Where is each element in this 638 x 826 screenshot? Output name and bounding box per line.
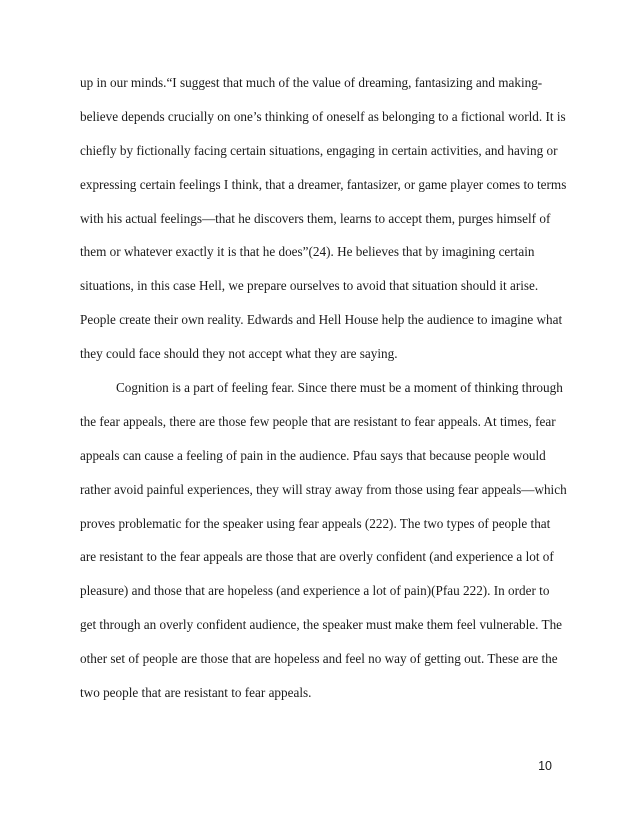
text-line: they could face should they not accept what they are saying. bbox=[80, 346, 398, 362]
text-line: are resistant to the fear appeals are those that are overly confident (and experience a lot of bbox=[80, 549, 554, 565]
page-number: 10 bbox=[538, 759, 552, 773]
text-line: them or whatever exactly it is that he does”(24). He believes that by imagining certain bbox=[80, 244, 535, 260]
text-line: appeals can cause a feeling of pain in the audience. Pfau says that because people would bbox=[80, 447, 546, 463]
text-line: chiefly by fictionally facing certain situations, engaging in certain activities, and having or bbox=[80, 142, 558, 158]
text-line: up in our minds.“I suggest that much of the value of dreaming, fantasizing and making- bbox=[80, 75, 543, 90]
text-line: believe depends crucially on one’s thinking of oneself as belonging to a fictional world. It is bbox=[80, 108, 566, 124]
text-line: expressing certain feelings I think, that a dreamer, fantasizer, or game player comes to terms bbox=[80, 176, 567, 192]
text-line: other set of people are those that are hopeless and feel no way of getting out. These are the bbox=[80, 651, 558, 667]
body-text bbox=[80, 66, 567, 710]
text-line: get through an overly confident audience, the speaker must make them feel vulnerable. The bbox=[80, 617, 563, 633]
text-line: the fear appeals, there are those few people that are resistant to fear appeals. At times, fear bbox=[80, 413, 556, 429]
paragraph-first-line: Cognition is a part of feeling fear. Since there must be a moment of thinking through bbox=[116, 380, 563, 396]
text-line: People create their own reality. Edwards and Hell House help the audience to imagine what bbox=[80, 312, 563, 328]
text-line: situations, in this case Hell, we prepare ourselves to avoid that situation should it arise. bbox=[80, 278, 539, 294]
text-line: proves problematic for the speaker using fear appeals (222). The two types of people that bbox=[80, 515, 551, 531]
text-line: two people that are resistant to fear appeals. bbox=[80, 685, 312, 701]
text-line: rather avoid painful experiences, they will stray away from those using fear appeals—which bbox=[80, 481, 567, 497]
text-line: with his actual feelings—that he discovers them, learns to accept them, purges himself of bbox=[80, 210, 551, 226]
text-line: pleasure) and those that are hopeless (and experience a lot of pain)(Pfau 222). In order to bbox=[80, 583, 550, 599]
